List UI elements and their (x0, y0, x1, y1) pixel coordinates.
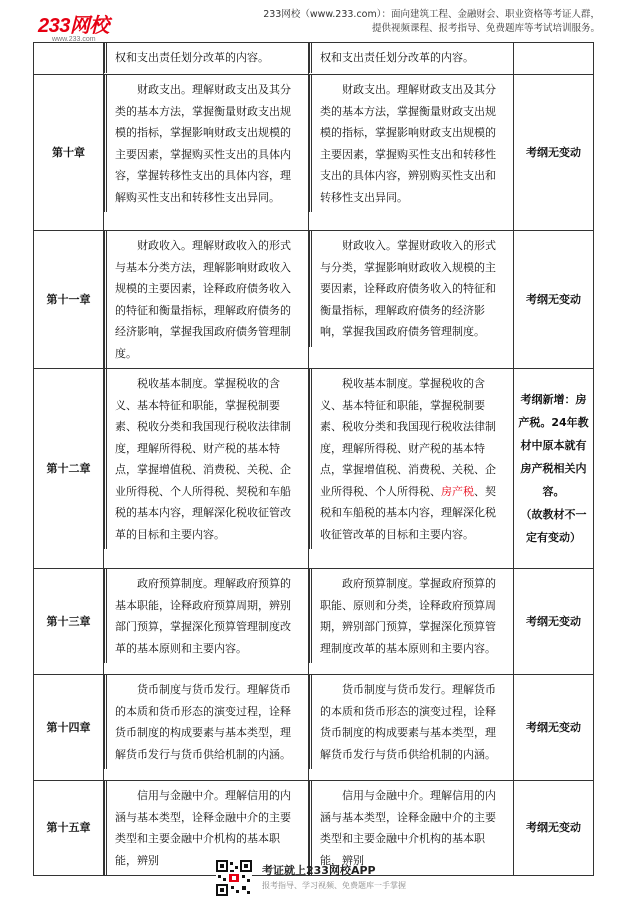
change-note-remark: （故教材不一定有变动） (520, 508, 587, 544)
new-syllabus-text: 权和支出责任划分改革的内容。 (309, 43, 513, 73)
old-syllabus-text: 财政支出。理解财政支出及其分类的基本方法，掌握衡量财政支出规模的指标，掌握影响财政支出规模的主要因素，掌握购买性支出的具体内容，掌握转移性支出的具体内容，理解购买性支出和转移性支出异同。 (104, 75, 308, 212)
syllabus-comparison-table (33, 42, 594, 876)
old-syllabus-text: 权和支出责任划分改革的内容。 (104, 43, 308, 73)
chapter-cell: 第十三章 (34, 569, 104, 675)
header-line-2: 提供视频课程、报考指导、免费题库等考试培训服务。 (371, 23, 600, 34)
highlighted-new-item: 房产税 (441, 484, 474, 498)
chapter-cell: 第十章 (34, 75, 104, 231)
logo-subtext: www.233.com (52, 36, 96, 43)
table-row (34, 43, 594, 75)
old-syllabus-text: 财政收入。理解财政收入的形式与基本分类方法，理解影响财政收入规模的主要因素，诠释政府债务收入的特征和衡量指标，理解政府债务的经济影响，掌握我国政府债务管理制度。 (104, 231, 308, 368)
change-note (514, 43, 594, 75)
change-note: 考纲无变动 (514, 231, 594, 369)
old-syllabus-text: 政府预算制度。理解政府预算的基本职能，诠释政府预算周期，辨别部门预算，掌握深化预算管理制度改革的基本原则和主要内容。 (104, 569, 308, 663)
chapter-cell: 第十二章 (34, 369, 104, 569)
table-row (34, 75, 594, 231)
qr-code-icon[interactable] (216, 860, 252, 896)
change-note: 考纲无变动 (514, 75, 594, 231)
table-row (34, 675, 594, 781)
new-syllabus-text (309, 369, 513, 549)
table-row (34, 569, 594, 675)
change-note (514, 369, 594, 569)
change-note: 考纲无变动 (514, 781, 594, 876)
new-syllabus-text: 财政收入。掌握财政收入的形式与分类，掌握影响财政收入规模的主要因素，诠释政府债务收入的特征和衡量指标，理解政府债务的经济影响，掌握我国政府债务管理制度。 (309, 231, 513, 347)
footer-title: 考证就上233网校APP (262, 864, 376, 877)
old-syllabus-text: 税收基本制度。掌握税收的含义、基本特征和职能，掌握税制要素、税收分类和我国现行税收法律制度，理解所得税、财产税的基本特点，掌握增值税、消费税、关税、企业所得税、个人所得税、契税和车船税的基本内容，理解深化税收征管改革的目标和主要内容。 (104, 369, 308, 549)
brand-logo[interactable] (38, 9, 109, 43)
change-note-main: 考纲新增：房产税。24年教材中原本就有房产税相关内容。 (518, 393, 589, 498)
footer-subtitle: 报考指导、学习视频、免费题库一手掌握 (262, 881, 406, 890)
header-line-1: 233网校（www.233.com）：面向建筑工程、金融财会、职业资格等考证人群， (263, 9, 600, 20)
chapter-cell: 第十一章 (34, 231, 104, 369)
page-header (0, 0, 636, 42)
new-text-part-2: 、契税和车船税的基本内容，理解深化税收征管改革的目标和主要内容。 (320, 484, 496, 541)
logo-text: 233网校 (38, 15, 109, 37)
table-row (34, 231, 594, 369)
new-syllabus-text: 财政支出。理解财政支出及其分类的基本方法，掌握衡量财政支出规模的指标，掌握影响财政支出规模的主要因素，掌握购买性支出和转移性支出的具体内容，辨别购买性支出和转移性支出异同。 (309, 75, 513, 212)
old-syllabus-text: 货币制度与货币发行。理解货币的本质和货币形态的演变过程，诠释货币制度的构成要素与基本类型，理解货币发行与货币供给机制的内涵。 (104, 675, 308, 769)
new-syllabus-text: 政府预算制度。掌握政府预算的职能、原则和分类，诠释政府预算周期，辨别部门预算，掌握深化预算管理制度改革的基本原则和主要内容。 (309, 569, 513, 663)
new-syllabus-text: 信用与金融中介。理解信用的内涵与基本类型，诠释金融中介的主要类型和主要金融中介机构的基本职能，辨别 (309, 781, 513, 875)
chapter-cell: 第十四章 (34, 675, 104, 781)
new-syllabus-text: 货币制度与货币发行。理解货币的本质和货币形态的演变过程，诠释货币制度的构成要素与基本类型，理解货币发行与货币供给机制的内涵。 (309, 675, 513, 769)
change-note: 考纲无变动 (514, 569, 594, 675)
chapter-cell: 第十五章 (34, 781, 104, 876)
table-row (34, 369, 594, 569)
change-note: 考纲无变动 (514, 675, 594, 781)
old-syllabus-text: 信用与金融中介。理解信用的内涵与基本类型，诠释金融中介的主要类型和主要金融中介机构的基本职能，辨别 (104, 781, 308, 875)
header-description (220, 8, 600, 36)
chapter-cell (34, 43, 104, 75)
new-text-part-1: 税收基本制度。掌握税收的含义、基本特征和职能，掌握税制要素、税收分类和我国现行税收法律制度，理解所得税、财产税的基本特点，掌握增值税、消费税、关税、企业所得税、个人所得税、 (320, 377, 496, 498)
